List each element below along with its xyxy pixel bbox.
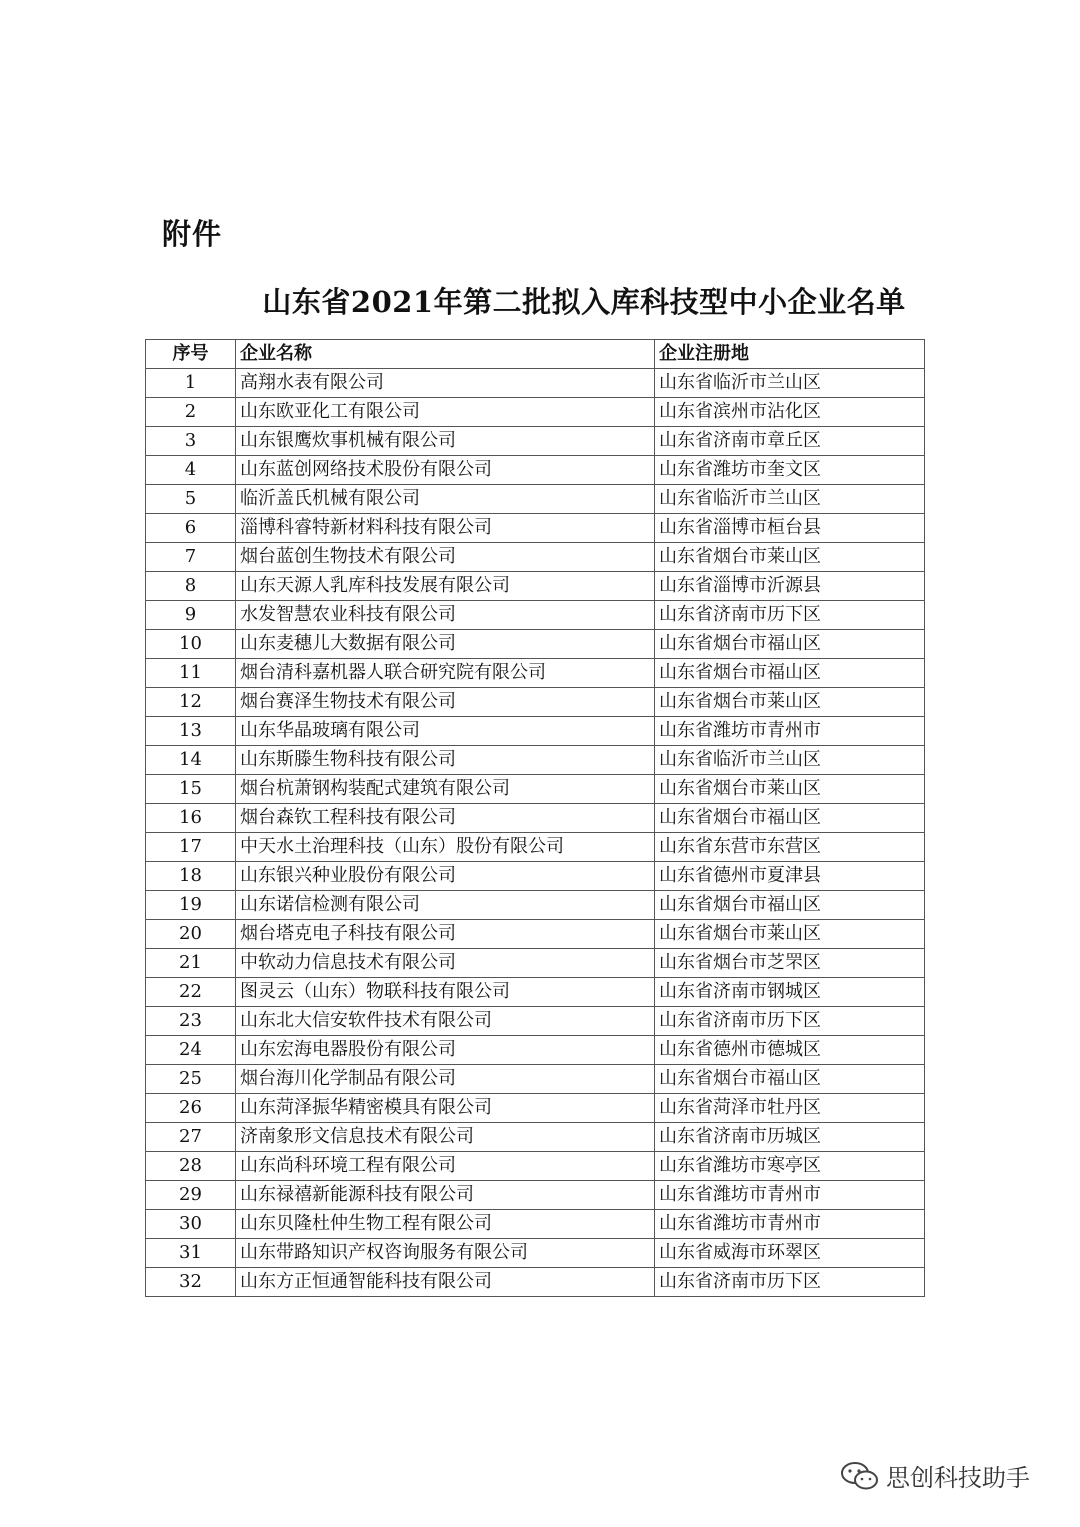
cell-registered-location: 山东省济南市历下区: [655, 601, 925, 630]
table-row: [146, 1094, 925, 1123]
cell-registered-location: 山东省潍坊市寒亭区: [655, 1152, 925, 1181]
cell-company-name: 山东禄禧新能源科技有限公司: [236, 1181, 655, 1210]
cell-number: 29: [146, 1181, 236, 1210]
cell-company-name: 烟台蓝创生物技术有限公司: [236, 543, 655, 572]
cell-number: 20: [146, 920, 236, 949]
column-header-number: 序号: [146, 340, 236, 369]
cell-number: 32: [146, 1268, 236, 1297]
table-row: [146, 775, 925, 804]
cell-number: 1: [146, 369, 236, 398]
cell-registered-location: 山东省淄博市桓台县: [655, 514, 925, 543]
cell-registered-location: 山东省济南市章丘区: [655, 427, 925, 456]
cell-number: 8: [146, 572, 236, 601]
cell-company-name: 烟台塔克电子科技有限公司: [236, 920, 655, 949]
cell-registered-location: 山东省烟台市莱山区: [655, 543, 925, 572]
cell-company-name: 山东银鹰炊事机械有限公司: [236, 427, 655, 456]
table-row: [146, 746, 925, 775]
attachment-label: 附件: [162, 217, 223, 251]
cell-registered-location: 山东省临沂市兰山区: [655, 485, 925, 514]
table-row: [146, 1007, 925, 1036]
cell-registered-location: 山东省潍坊市青州市: [655, 1210, 925, 1239]
cell-company-name: 山东宏海电器股份有限公司: [236, 1036, 655, 1065]
cell-company-name: 山东蓝创网络技术股份有限公司: [236, 456, 655, 485]
cell-number: 15: [146, 775, 236, 804]
cell-number: 4: [146, 456, 236, 485]
cell-registered-location: 山东省临沂市兰山区: [655, 746, 925, 775]
table-row: [146, 1268, 925, 1297]
table-row: [146, 398, 925, 427]
cell-number: 10: [146, 630, 236, 659]
cell-registered-location: 山东省临沂市兰山区: [655, 369, 925, 398]
cell-registered-location: 山东省潍坊市奎文区: [655, 456, 925, 485]
table-row: [146, 978, 925, 1007]
cell-company-name: 山东麦穗儿大数据有限公司: [236, 630, 655, 659]
table-row: [146, 804, 925, 833]
cell-number: 7: [146, 543, 236, 572]
cell-number: 17: [146, 833, 236, 862]
cell-company-name: 山东带路知识产权咨询服务有限公司: [236, 1239, 655, 1268]
table-body: [146, 369, 925, 1297]
cell-number: 24: [146, 1036, 236, 1065]
cell-number: 2: [146, 398, 236, 427]
cell-company-name: 烟台杭萧钢构装配式建筑有限公司: [236, 775, 655, 804]
cell-company-name: 山东诺信检测有限公司: [236, 891, 655, 920]
table-row: [146, 427, 925, 456]
cell-number: 27: [146, 1123, 236, 1152]
table-row: [146, 514, 925, 543]
cell-number: 16: [146, 804, 236, 833]
cell-company-name: 烟台清科嘉机器人联合研究院有限公司: [236, 659, 655, 688]
table-row: [146, 456, 925, 485]
cell-registered-location: 山东省济南市钢城区: [655, 978, 925, 1007]
cell-company-name: 山东北大信安软件技术有限公司: [236, 1007, 655, 1036]
cell-registered-location: 山东省烟台市福山区: [655, 804, 925, 833]
cell-number: 28: [146, 1152, 236, 1181]
cell-registered-location: 山东省德州市夏津县: [655, 862, 925, 891]
cell-registered-location: 山东省烟台市福山区: [655, 659, 925, 688]
cell-registered-location: 山东省威海市环翠区: [655, 1239, 925, 1268]
cell-number: 22: [146, 978, 236, 1007]
cell-registered-location: 山东省烟台市福山区: [655, 630, 925, 659]
cell-number: 30: [146, 1210, 236, 1239]
cell-number: 25: [146, 1065, 236, 1094]
cell-number: 19: [146, 891, 236, 920]
cell-number: 13: [146, 717, 236, 746]
cell-company-name: 烟台海川化学制品有限公司: [236, 1065, 655, 1094]
table-row: [146, 862, 925, 891]
cell-registered-location: 山东省潍坊市青州市: [655, 717, 925, 746]
cell-company-name: 烟台森钦工程科技有限公司: [236, 804, 655, 833]
cell-company-name: 中软动力信息技术有限公司: [236, 949, 655, 978]
cell-company-name: 山东方正恒通智能科技有限公司: [236, 1268, 655, 1297]
cell-company-name: 山东斯滕生物科技有限公司: [236, 746, 655, 775]
table-row: [146, 659, 925, 688]
cell-registered-location: 山东省潍坊市青州市: [655, 1181, 925, 1210]
table-row: [146, 543, 925, 572]
table-row: [146, 1152, 925, 1181]
cell-company-name: 山东菏泽振华精密模具有限公司: [236, 1094, 655, 1123]
cell-registered-location: 山东省德州市德城区: [655, 1036, 925, 1065]
table-row: [146, 1239, 925, 1268]
column-header-company-name: 企业名称: [236, 340, 655, 369]
cell-company-name: 烟台赛泽生物技术有限公司: [236, 688, 655, 717]
cell-registered-location: 山东省烟台市莱山区: [655, 775, 925, 804]
cell-company-name: 图灵云（山东）物联科技有限公司: [236, 978, 655, 1007]
table-row: [146, 1123, 925, 1152]
table-row: [146, 688, 925, 717]
cell-company-name: 山东尚科环境工程有限公司: [236, 1152, 655, 1181]
cell-company-name: 山东欧亚化工有限公司: [236, 398, 655, 427]
watermark: [840, 1458, 1030, 1493]
cell-number: 5: [146, 485, 236, 514]
cell-company-name: 山东天源人乳库科技发展有限公司: [236, 572, 655, 601]
cell-number: 21: [146, 949, 236, 978]
cell-number: 12: [146, 688, 236, 717]
cell-company-name: 水发智慧农业科技有限公司: [236, 601, 655, 630]
table-row: [146, 949, 925, 978]
cell-registered-location: 山东省济南市历城区: [655, 1123, 925, 1152]
table-row: [146, 485, 925, 514]
cell-registered-location: 山东省烟台市福山区: [655, 1065, 925, 1094]
cell-number: 9: [146, 601, 236, 630]
cell-company-name: 山东华晶玻璃有限公司: [236, 717, 655, 746]
cell-registered-location: 山东省济南市历下区: [655, 1007, 925, 1036]
document-title: 山东省2021年第二批拟入库科技型中小企业名单: [262, 285, 906, 319]
cell-registered-location: 山东省烟台市莱山区: [655, 920, 925, 949]
cell-company-name: 山东贝隆杜仲生物工程有限公司: [236, 1210, 655, 1239]
cell-registered-location: 山东省菏泽市牡丹区: [655, 1094, 925, 1123]
cell-registered-location: 山东省济南市历下区: [655, 1268, 925, 1297]
cell-company-name: 临沂盖氏机械有限公司: [236, 485, 655, 514]
table-row: [146, 630, 925, 659]
cell-number: 23: [146, 1007, 236, 1036]
cell-number: 26: [146, 1094, 236, 1123]
table-row: [146, 833, 925, 862]
cell-company-name: 淄博科睿特新材料科技有限公司: [236, 514, 655, 543]
cell-company-name: 山东银兴种业股份有限公司: [236, 862, 655, 891]
table-row: [146, 369, 925, 398]
cell-company-name: 高翔水表有限公司: [236, 369, 655, 398]
table-row: [146, 717, 925, 746]
table-row: [146, 1181, 925, 1210]
table-row: [146, 601, 925, 630]
cell-registered-location: 山东省烟台市莱山区: [655, 688, 925, 717]
cell-number: 6: [146, 514, 236, 543]
cell-number: 18: [146, 862, 236, 891]
table-row: [146, 920, 925, 949]
cell-company-name: 济南象形文信息技术有限公司: [236, 1123, 655, 1152]
table-row: [146, 1065, 925, 1094]
cell-registered-location: 山东省滨州市沾化区: [655, 398, 925, 427]
company-list-table: [145, 339, 925, 1297]
cell-number: 14: [146, 746, 236, 775]
wechat-icon: [840, 1461, 880, 1491]
cell-number: 31: [146, 1239, 236, 1268]
column-header-registered-location: 企业注册地: [655, 340, 925, 369]
table-row: [146, 891, 925, 920]
cell-registered-location: 山东省东营市东营区: [655, 833, 925, 862]
table-row: [146, 1036, 925, 1065]
cell-registered-location: 山东省烟台市福山区: [655, 891, 925, 920]
cell-company-name: 中天水土治理科技（山东）股份有限公司: [236, 833, 655, 862]
cell-number: 3: [146, 427, 236, 456]
cell-number: 11: [146, 659, 236, 688]
cell-registered-location: 山东省烟台市芝罘区: [655, 949, 925, 978]
cell-registered-location: 山东省淄博市沂源县: [655, 572, 925, 601]
watermark-text: 思创科技助手: [886, 1464, 1030, 1492]
table-header-row: [146, 340, 925, 369]
table-row: [146, 572, 925, 601]
table-row: [146, 1210, 925, 1239]
